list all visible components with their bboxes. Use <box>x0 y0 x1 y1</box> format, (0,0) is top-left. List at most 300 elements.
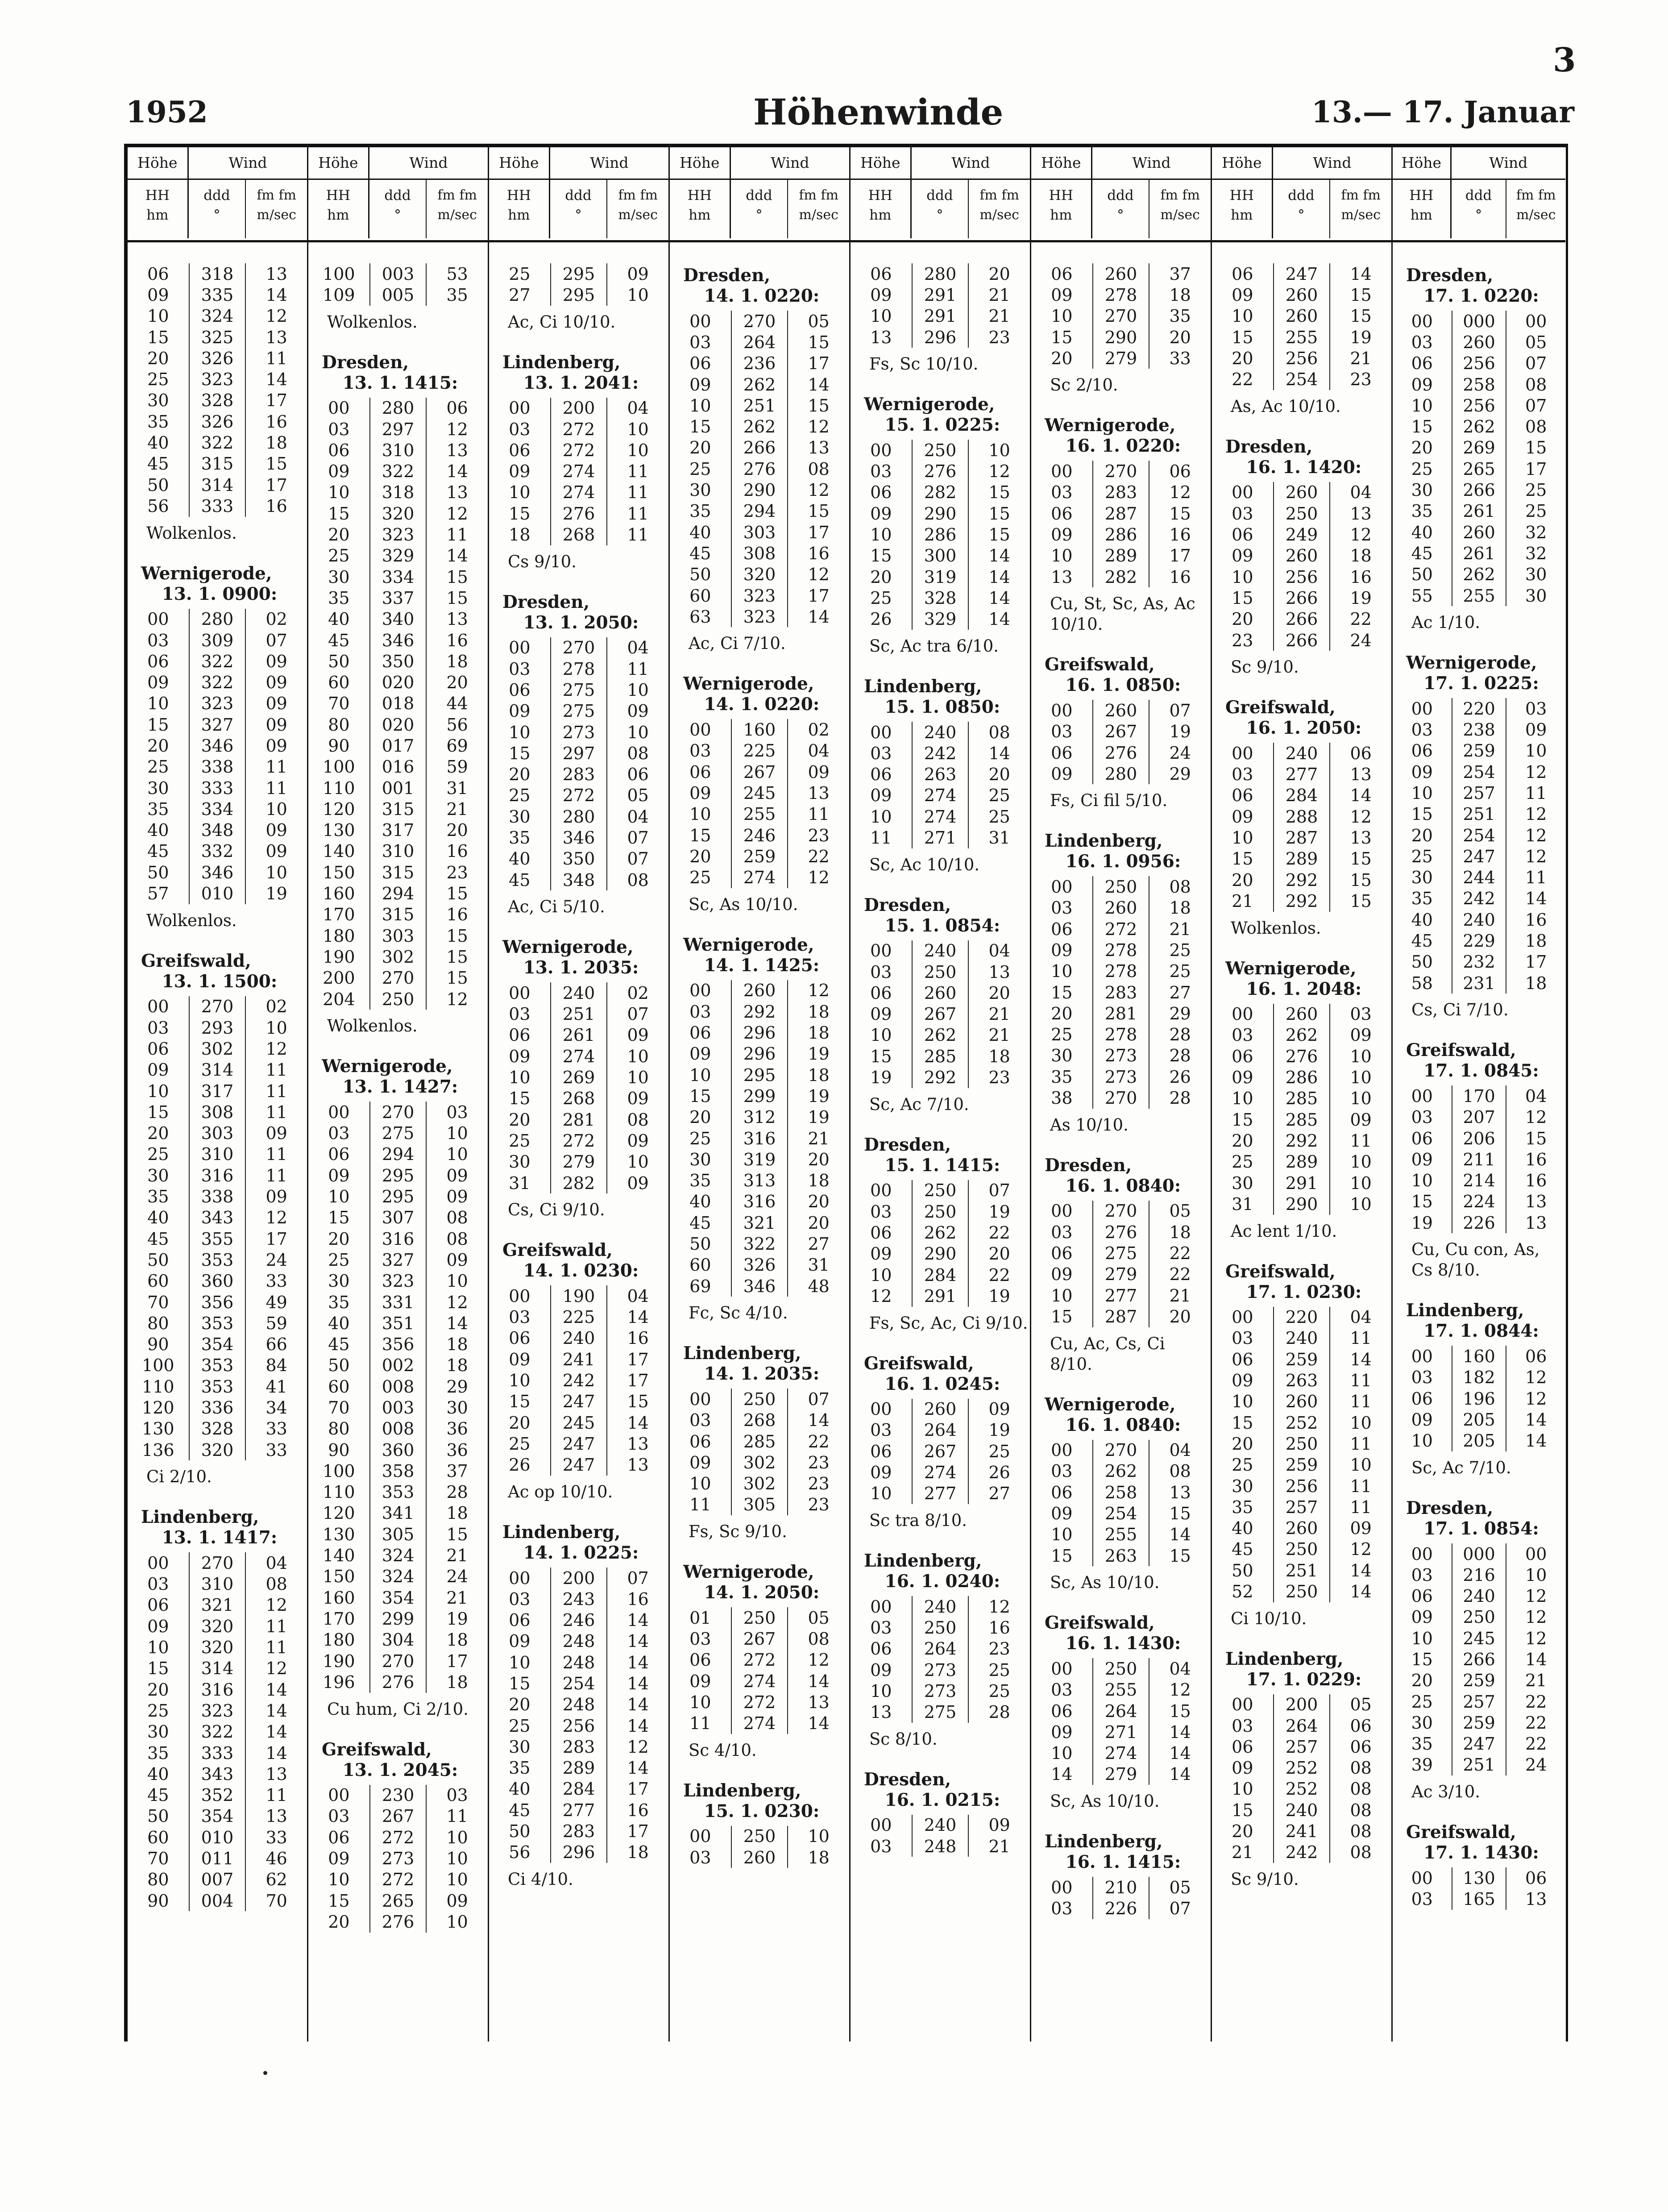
table-row <box>1212 524 1391 545</box>
table-row <box>1212 1433 1391 1454</box>
direction-cell: 315 <box>369 904 427 925</box>
header-ddd-label: ddd <box>203 187 230 204</box>
speed-cell: 27 <box>988 1484 1010 1504</box>
height-cell: 80 <box>328 715 350 735</box>
direction-cell: 322 <box>189 672 246 693</box>
speed-cell: 18 <box>266 433 287 453</box>
direction-cell: 266 <box>1273 587 1331 608</box>
table-row <box>1031 482 1211 503</box>
wind-rows <box>489 263 668 306</box>
direction-cell: 267 <box>912 1004 969 1025</box>
table-row <box>128 306 307 327</box>
header-ddd <box>369 179 427 238</box>
direction-cell: 288 <box>1273 806 1331 827</box>
sounding-block <box>851 394 1030 657</box>
table-row <box>308 841 488 862</box>
table-row <box>308 524 488 545</box>
wind-rows <box>851 940 1030 1088</box>
table-row <box>670 1233 849 1254</box>
direction-cell: 276 <box>369 1911 427 1932</box>
observation-time: 17. 1. 0229: <box>1246 1669 1362 1690</box>
height-cell: 10 <box>689 1474 711 1494</box>
table-row <box>308 1482 488 1503</box>
table-row <box>851 1067 1030 1088</box>
table-row <box>308 946 488 967</box>
height-cell: 06 <box>328 1827 350 1847</box>
direction-cell: 210 <box>1092 1877 1150 1898</box>
height-cell: 45 <box>147 1229 169 1249</box>
station-name: Wernigerode, <box>502 937 634 958</box>
direction-cell: 255 <box>1092 1680 1150 1701</box>
header-hh-label: HH <box>145 187 170 204</box>
speed-cell: 06 <box>1350 1737 1372 1757</box>
direction-cell: 264 <box>1092 1701 1150 1721</box>
direction-cell: 280 <box>189 609 246 630</box>
table-row <box>128 672 307 693</box>
direction-cell: 250 <box>1092 876 1150 897</box>
direction-cell: 220 <box>1273 1307 1331 1328</box>
height-cell: 20 <box>1232 1821 1253 1842</box>
speed-cell: 17 <box>808 353 830 374</box>
observation-time: 17. 1. 0844: <box>1423 1321 1539 1342</box>
height-cell: 06 <box>1051 743 1073 763</box>
direction-cell: 275 <box>1092 1243 1150 1264</box>
height-cell: 80 <box>147 1870 169 1890</box>
table-row <box>308 1827 488 1848</box>
cloud-note: Sc, As 10/10. <box>1050 1573 1160 1592</box>
direction-cell: 260 <box>1452 522 1507 543</box>
direction-cell: 002 <box>369 1355 427 1376</box>
table-row <box>308 1102 488 1123</box>
direction-cell: 240 <box>912 722 969 743</box>
table-row <box>1212 1497 1391 1518</box>
height-cell: 120 <box>323 799 355 819</box>
table-row <box>1212 369 1391 390</box>
speed-cell: 24 <box>446 1567 468 1587</box>
direction-cell: 322 <box>189 651 246 672</box>
height-cell: 15 <box>689 825 711 845</box>
speed-cell: 25 <box>1169 961 1191 981</box>
height-cell: 10 <box>1411 395 1433 416</box>
direction-cell: 283 <box>550 1821 608 1842</box>
header-mps-unit: m/sec <box>1160 207 1200 223</box>
direction-cell: 289 <box>1273 848 1331 869</box>
speed-cell: 11 <box>1350 1131 1372 1151</box>
table-row <box>308 1806 488 1827</box>
table-row <box>1212 503 1391 524</box>
height-cell: 10 <box>689 395 711 416</box>
table-row <box>308 714 488 735</box>
speed-cell: 14 <box>446 462 468 482</box>
direction-cell: 346 <box>731 1276 788 1297</box>
table-row <box>1031 545 1211 566</box>
direction-cell: 323 <box>731 585 788 606</box>
height-cell: 30 <box>509 1152 531 1172</box>
direction-cell: 240 <box>1452 1585 1507 1606</box>
speed-cell: 06 <box>1525 1347 1547 1367</box>
speed-cell: 14 <box>988 567 1010 587</box>
speed-cell: 19 <box>808 1086 830 1106</box>
height-cell: 25 <box>147 1144 169 1164</box>
height-cell: 70 <box>147 1292 169 1312</box>
wind-rows <box>1031 1658 1211 1785</box>
height-cell: 30 <box>1411 868 1433 888</box>
table-row <box>1393 1585 1565 1606</box>
direction-cell: 277 <box>550 1800 608 1821</box>
height-cell: 09 <box>509 1349 531 1369</box>
station-name: Greifswald, <box>1225 1261 1336 1282</box>
direction-cell: 267 <box>731 1628 788 1649</box>
height-cell: 10 <box>1232 567 1253 587</box>
height-cell: 00 <box>1232 1695 1253 1715</box>
direction-cell: 248 <box>912 1836 969 1857</box>
table-row <box>670 395 849 416</box>
table-row <box>128 327 307 348</box>
column-body <box>1031 259 1211 1939</box>
direction-cell: 285 <box>1273 1109 1331 1130</box>
table-row <box>670 1276 849 1297</box>
speed-cell: 10 <box>1350 1089 1372 1109</box>
table-row <box>489 1328 668 1349</box>
speed-cell: 09 <box>627 1131 649 1151</box>
direction-cell: 295 <box>369 1165 427 1186</box>
table-row <box>128 1637 307 1658</box>
height-cell: 06 <box>1232 1046 1253 1066</box>
speed-cell: 16 <box>446 841 468 861</box>
table-row <box>1031 1461 1211 1482</box>
speed-cell: 09 <box>446 1891 468 1911</box>
speed-cell: 18 <box>808 1847 830 1867</box>
table-row <box>1393 1346 1565 1367</box>
speed-cell: 14 <box>988 588 1010 608</box>
table-row <box>670 825 849 846</box>
speed-cell: 15 <box>988 482 1010 503</box>
sounding-block <box>489 937 668 1220</box>
direction-cell: 283 <box>550 1736 608 1757</box>
table-row <box>128 1228 307 1249</box>
height-cell: 06 <box>1411 1389 1433 1409</box>
direction-cell: 280 <box>912 263 969 284</box>
table-row <box>308 968 488 989</box>
height-cell: 190 <box>323 1651 355 1671</box>
height-cell: 03 <box>147 1574 169 1594</box>
table-row <box>1393 1212 1565 1233</box>
height-cell: 20 <box>328 525 350 545</box>
sounding-block <box>1393 1040 1565 1281</box>
speed-cell: 18 <box>1169 898 1191 918</box>
direction-cell: 282 <box>550 1173 608 1193</box>
table-row <box>1393 973 1565 994</box>
speed-cell: 04 <box>808 741 830 761</box>
header-ff <box>1330 179 1391 245</box>
height-cell: 03 <box>689 1410 711 1430</box>
speed-cell: 06 <box>1525 1868 1547 1888</box>
direction-cell: 260 <box>1452 332 1507 353</box>
height-cell: 09 <box>689 374 711 395</box>
table-row <box>670 1847 849 1868</box>
direction-cell: 260 <box>1273 482 1331 503</box>
direction-cell: 320 <box>369 503 427 524</box>
direction-cell: 260 <box>912 982 969 1003</box>
observation-time: 14. 1. 0220: <box>704 694 820 715</box>
table-row <box>670 1692 849 1713</box>
height-cell: 06 <box>870 983 892 1003</box>
height-cell: 160 <box>323 884 355 904</box>
speed-cell: 12 <box>446 1292 468 1312</box>
header-ff-label: fm fm <box>437 187 477 203</box>
header-mps-unit: m/sec <box>979 207 1019 223</box>
speed-cell: 15 <box>446 1524 468 1544</box>
height-cell: 09 <box>870 1463 892 1483</box>
direction-cell: 226 <box>1452 1212 1507 1233</box>
table-row <box>1393 543 1565 564</box>
speed-cell: 16 <box>1350 567 1372 587</box>
speed-cell: 10 <box>627 680 649 700</box>
speed-cell: 09 <box>266 1187 287 1207</box>
height-cell: 00 <box>509 1286 531 1306</box>
table-row <box>489 806 668 827</box>
height-cell: 09 <box>689 1452 711 1472</box>
direction-cell: 296 <box>912 327 969 348</box>
sounding-block <box>128 951 307 1488</box>
observation-time: 17. 1. 0845: <box>1423 1060 1539 1081</box>
table-row <box>308 1207 488 1228</box>
table-row <box>1212 1004 1391 1025</box>
height-cell: 10 <box>1232 1089 1253 1109</box>
table-row <box>1212 827 1391 848</box>
wind-rows <box>1212 1004 1391 1215</box>
direction-cell: 200 <box>1273 1694 1331 1715</box>
height-cell: 50 <box>689 565 711 585</box>
table-row <box>670 332 849 353</box>
speed-cell: 09 <box>627 1173 649 1193</box>
height-cell: 09 <box>1232 285 1253 305</box>
speed-cell: 02 <box>266 997 287 1017</box>
direction-cell: 348 <box>189 820 246 841</box>
height-cell: 09 <box>1051 525 1073 545</box>
speed-cell: 11 <box>627 503 649 524</box>
speed-cell: 17 <box>266 391 287 411</box>
speed-cell: 14 <box>1169 1722 1191 1742</box>
speed-cell: 14 <box>1350 1560 1372 1580</box>
speed-cell: 08 <box>988 722 1010 742</box>
height-cell: 09 <box>1051 1722 1073 1742</box>
height-cell: 40 <box>689 1192 711 1212</box>
table-row <box>1031 1680 1211 1701</box>
speed-cell: 26 <box>1169 1067 1191 1087</box>
direction-cell: 333 <box>189 1742 246 1763</box>
height-cell: 18 <box>509 525 531 545</box>
speed-cell: 09 <box>1350 1518 1372 1538</box>
speed-cell: 18 <box>446 1355 468 1376</box>
cloud-note: Sc tra 8/10. <box>869 1510 967 1530</box>
speed-cell: 20 <box>988 264 1010 284</box>
column-header <box>489 147 668 242</box>
header-ddd <box>550 179 608 238</box>
height-cell: 03 <box>870 462 892 482</box>
speed-cell: 07 <box>627 1568 649 1588</box>
speed-cell: 12 <box>446 989 468 1009</box>
station-name: Lindenberg, <box>502 352 621 373</box>
header-hh <box>308 179 369 238</box>
speed-cell: 15 <box>808 332 830 352</box>
direction-cell: 240 <box>1273 743 1331 764</box>
speed-cell: 19 <box>266 884 287 904</box>
speed-cell: 09 <box>627 264 649 284</box>
speed-cell: 13 <box>266 1806 287 1826</box>
height-cell: 06 <box>1051 919 1073 939</box>
direction-cell: 250 <box>731 1389 788 1410</box>
height-cell: 35 <box>689 1171 711 1191</box>
table-row <box>128 1848 307 1869</box>
header-hh <box>489 179 550 238</box>
direction-cell: 262 <box>912 1025 969 1046</box>
speed-cell: 12 <box>808 981 830 1001</box>
direction-cell: 286 <box>912 524 969 545</box>
direction-cell: 268 <box>550 1088 608 1109</box>
direction-cell: 353 <box>189 1313 246 1334</box>
header-deg-unit: ° <box>755 207 763 223</box>
table-row <box>128 1785 307 1806</box>
speed-cell: 11 <box>266 1081 287 1101</box>
speed-cell: 10 <box>1525 741 1547 761</box>
table-row <box>1212 1370 1391 1391</box>
direction-cell: 259 <box>1452 1712 1507 1733</box>
table-row <box>1031 940 1211 960</box>
height-cell: 50 <box>328 651 350 671</box>
height-cell: 00 <box>509 638 531 658</box>
table-row <box>670 1826 849 1847</box>
direction-cell: 250 <box>1273 503 1331 524</box>
table-row <box>851 1243 1030 1264</box>
table-row <box>1393 1564 1565 1585</box>
speed-cell: 09 <box>446 1187 468 1207</box>
height-cell: 09 <box>509 1046 531 1066</box>
height-cell: 03 <box>509 659 531 679</box>
direction-cell: 261 <box>1452 543 1507 564</box>
direction-cell: 206 <box>1452 1128 1507 1149</box>
height-cell: 58 <box>1411 973 1433 993</box>
sounding-block <box>1212 437 1391 678</box>
speed-cell: 33 <box>266 1419 287 1439</box>
speed-cell: 12 <box>1525 762 1547 782</box>
wind-rows <box>1393 1346 1565 1451</box>
height-cell: 56 <box>509 1842 531 1863</box>
speed-cell: 20 <box>1169 327 1191 347</box>
header-ff <box>246 179 307 245</box>
table-row <box>308 1292 488 1313</box>
direction-cell: 337 <box>369 587 427 608</box>
height-cell: 15 <box>147 1659 169 1679</box>
table-row <box>128 693 307 714</box>
speed-cell: 09 <box>627 701 649 721</box>
direction-cell: 260 <box>1273 1518 1331 1538</box>
table-row <box>489 1821 668 1842</box>
table-row <box>489 284 668 305</box>
sounding-block <box>489 1522 668 1890</box>
speed-cell: 15 <box>1525 1128 1547 1148</box>
speed-cell: 14 <box>627 1307 649 1327</box>
direction-cell: 242 <box>1273 1842 1331 1863</box>
table-row <box>489 785 668 806</box>
table-row <box>489 1130 668 1151</box>
speed-cell: 14 <box>988 546 1010 566</box>
speed-cell: 14 <box>627 1652 649 1672</box>
table-row <box>308 757 488 778</box>
header-hoehe: Höhe <box>128 147 189 179</box>
speed-cell: 10 <box>446 1912 468 1932</box>
table-row <box>308 1397 488 1418</box>
observation-time: 15. 1. 0225: <box>884 415 1000 436</box>
direction-cell: 272 <box>369 1827 427 1848</box>
direction-cell: 260 <box>912 1399 969 1420</box>
table-row <box>1031 306 1211 327</box>
table-row <box>670 1410 849 1431</box>
height-cell: 10 <box>147 1638 169 1658</box>
height-cell: 25 <box>147 1701 169 1721</box>
speed-cell: 17 <box>627 1349 649 1369</box>
height-cell: 45 <box>509 870 531 890</box>
speed-cell: 22 <box>1525 1713 1547 1733</box>
height-cell: 06 <box>1051 1482 1073 1502</box>
observation-time: 15. 1. 1415: <box>884 1155 1000 1176</box>
speed-cell: 11 <box>266 1638 287 1658</box>
direction-cell: 224 <box>1452 1191 1507 1212</box>
height-cell: 10 <box>1411 1431 1433 1451</box>
speed-cell: 11 <box>1350 1476 1372 1496</box>
speed-cell: 18 <box>808 1171 830 1191</box>
header-hm-unit: hm <box>1231 207 1253 223</box>
height-cell: 19 <box>1411 1213 1433 1233</box>
height-cell: 10 <box>1051 546 1073 566</box>
sounding-block <box>308 263 488 333</box>
sounding-block <box>851 263 1030 374</box>
height-cell: 09 <box>870 285 892 305</box>
direction-cell: 260 <box>1273 1391 1331 1412</box>
height-cell: 15 <box>1051 327 1073 347</box>
table-row <box>670 1022 849 1043</box>
table-row <box>1212 1088 1391 1109</box>
table-row <box>489 1588 668 1609</box>
height-cell: 20 <box>328 1229 350 1249</box>
table-row <box>489 398 668 419</box>
direction-cell: 240 <box>550 982 608 1003</box>
column-body <box>128 259 307 1931</box>
height-cell: 06 <box>1411 353 1433 374</box>
height-cell: 50 <box>1411 952 1433 972</box>
speed-cell: 13 <box>1525 1889 1547 1909</box>
table-row <box>128 1763 307 1784</box>
table-row <box>1393 1628 1565 1649</box>
height-cell: 30 <box>689 480 711 500</box>
height-cell: 25 <box>147 370 169 390</box>
speed-cell: 12 <box>988 1597 1010 1617</box>
direction-cell: 165 <box>1452 1888 1507 1909</box>
table-row <box>851 722 1030 743</box>
speed-cell: 15 <box>808 395 830 416</box>
direction-cell: 247 <box>550 1391 608 1412</box>
height-cell: 40 <box>147 820 169 840</box>
direction-cell: 352 <box>189 1785 246 1806</box>
height-cell: 06 <box>870 1441 892 1461</box>
direction-cell: 278 <box>550 658 608 679</box>
direction-cell: 275 <box>550 701 608 722</box>
height-cell: 30 <box>328 567 350 587</box>
height-cell: 52 <box>1232 1582 1253 1601</box>
table-row <box>1031 1545 1211 1566</box>
direction-cell: 291 <box>912 284 969 305</box>
height-cell: 10 <box>328 1187 350 1207</box>
